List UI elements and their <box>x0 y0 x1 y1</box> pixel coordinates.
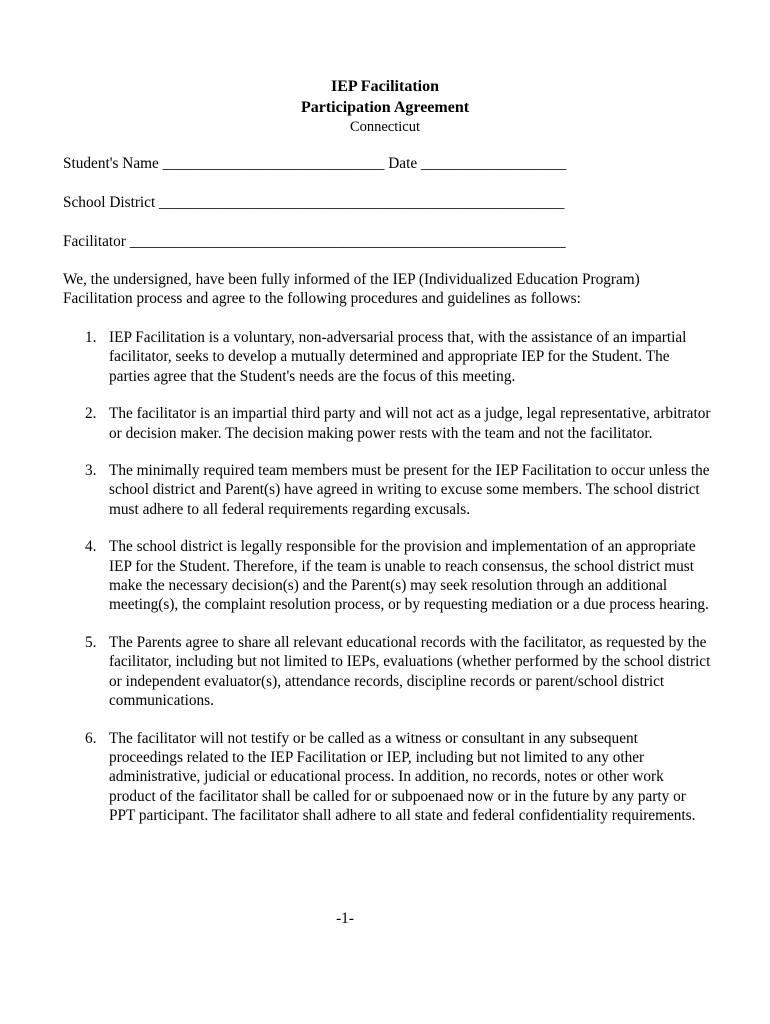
list-item-number: 4. <box>85 538 97 556</box>
page-number: -1- <box>336 910 354 927</box>
agreement-list <box>63 328 711 826</box>
list-item <box>63 328 711 386</box>
student-name-date-field: Student's Name _____________________________ Date ___________________ <box>63 155 567 172</box>
list-item-text: The school district is legally responsible for the provision and implementation of an appropriate IEP for the Student. Therefore, if the team is unable to reach consensus, the school district must make the necessary decision(s) and the Parent(s) may seek resolution through an additional meeting(s), the complaint resolution process, or by requesting mediation or a due process hearing. <box>109 538 709 614</box>
list-item-text: The facilitator is an impartial third party and will not act as a judge, legal representative, arbitrator or decision maker. The decision making power rests with the team and not the facilitator. <box>109 405 711 442</box>
list-item-text: The facilitator will not testify or be called as a witness or consultant in any subsequent proceedings related to the IEP Facilitation or IEP, including but not limited to any other administrative, judicial or educational process. In addition, no records, notes or other work product of the facilitator shall be called for or subpoenaed now or in the future by any party or PPT participant. The facilitator shall adhere to all state and federal confidentiality requirements. <box>109 729 696 825</box>
list-item <box>63 404 711 443</box>
intro-text: We, the undersigned, have been fully informed of the IEP (Individualized Education Program) Facilitation process and agree to the following procedures and guidelines as follows: <box>63 271 640 308</box>
title-block <box>0 76 770 137</box>
list-item <box>63 537 711 615</box>
school-district-field: School District _____________________________________________________ <box>63 194 565 211</box>
intro-paragraph <box>63 270 703 309</box>
document-title: IEP Facilitation <box>331 78 439 95</box>
list-item-text: The Parents agree to share all relevant educational records with the facilitator, as requested by the facilitator, including but not limited to IEPs, evaluations (whether performed by the school district or independent evaluator(s), attendance records, discipline records or parent/school district communications. <box>109 633 711 710</box>
state-name: Connecticut <box>349 119 421 135</box>
list-item-number: 3. <box>85 462 97 480</box>
list-item <box>63 461 711 519</box>
list-item-number: 5. <box>85 633 97 651</box>
list-item-number: 6. <box>85 729 97 747</box>
list-item <box>63 633 711 711</box>
list-item-text: The minimally required team members must be present for the IEP Facilitation to occur unless the school district and Parent(s) have agreed in writing to excuse some members. The school district must adhere to all federal requirements regarding excusals. <box>109 462 710 518</box>
list-item <box>63 729 711 826</box>
list-item-number: 1. <box>85 329 97 346</box>
list-item-text: IEP Facilitation is a voluntary, non-adversarial process that, with the assistance of an impartial facilitator, seeks to develop a mutually determined and appropriate IEP for the Student. The parties agree that the Student's needs are the focus of this meeting. <box>109 329 687 385</box>
list-item-number: 2. <box>85 405 97 423</box>
facilitator-field: Facilitator _________________________________________________________ <box>63 233 566 250</box>
document-subtitle: Participation Agreement <box>300 99 470 116</box>
